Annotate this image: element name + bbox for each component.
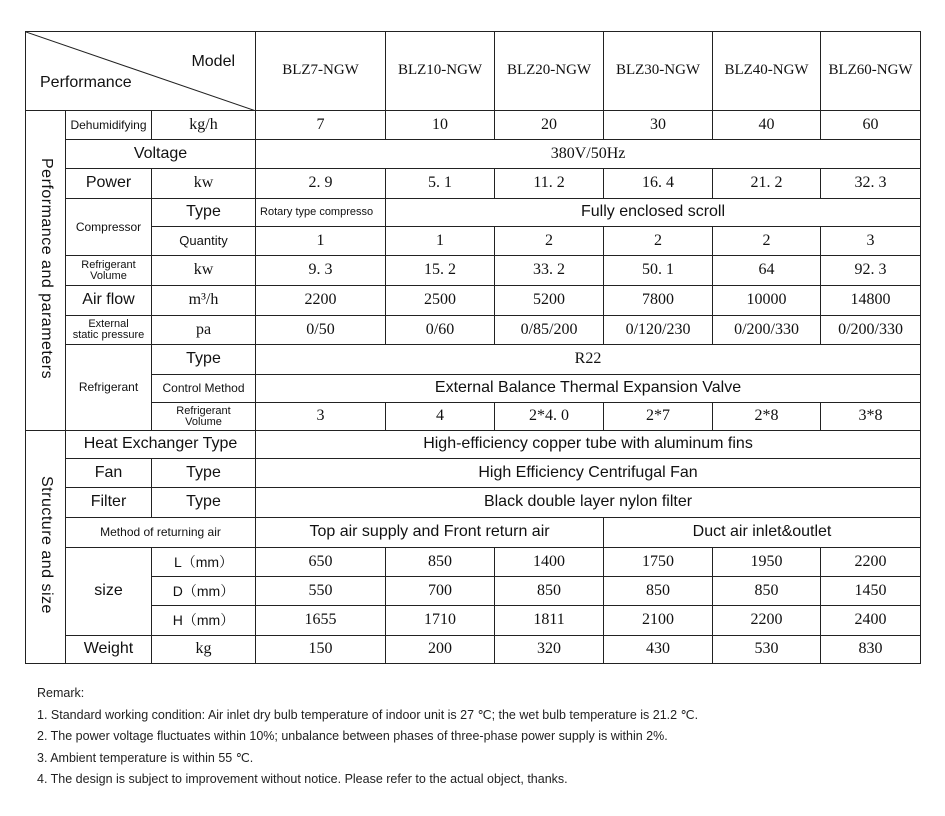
model-label: Model [191, 53, 236, 70]
cell-value: 15. 2 [386, 256, 495, 286]
row-label: Weight [66, 636, 152, 664]
row-sublabel: Quantity [152, 227, 256, 256]
cell-value: 850 [713, 577, 821, 606]
cell-value: 550 [256, 577, 386, 606]
cell-value-merged: Fully enclosed scroll [386, 199, 921, 227]
row-sublabel: H（mm） [152, 606, 256, 636]
cell-value: 200 [386, 636, 495, 664]
cell-value: 2 [604, 227, 713, 256]
group-performance-label: Performance and parameters [37, 157, 55, 379]
cell-value-merged: 380V/50Hz [256, 140, 921, 169]
cell-value: 850 [386, 548, 495, 577]
cell-value: 40 [713, 111, 821, 140]
remarks-title: Remark: [37, 686, 85, 700]
row-label: Refrigerant [66, 345, 152, 431]
cell-value: 5200 [495, 286, 604, 316]
row-power [26, 169, 921, 199]
cell-value: 0/60 [386, 316, 495, 345]
cell-value-merged: R22 [256, 345, 921, 375]
cell-value: 10000 [713, 286, 821, 316]
row-label: Fan [66, 459, 152, 488]
group-performance [26, 111, 66, 431]
cell-value: 1 [256, 227, 386, 256]
model-header: BLZ10-NGW [386, 32, 495, 111]
cell-value: 21. 2 [713, 169, 821, 199]
cell-value: 2200 [713, 606, 821, 636]
row-sublabel: Control Method [152, 375, 256, 403]
cell-value: 1750 [604, 548, 713, 577]
row-refrigerant-control [26, 375, 921, 403]
remarks-section [37, 683, 698, 791]
cell-value: 2500 [386, 286, 495, 316]
row-label [66, 316, 152, 345]
row-size-d [26, 577, 921, 606]
remark-item: 3. Ambient temperature is within 55 ℃. [37, 750, 254, 765]
row-label-line: Refrigerant [176, 404, 231, 417]
cell-value: 2. 9 [256, 169, 386, 199]
cell-value: 850 [495, 577, 604, 606]
cell-value: 32. 3 [821, 169, 921, 199]
row-label: Power [66, 169, 152, 199]
cell-value: 7800 [604, 286, 713, 316]
row-filter [26, 488, 921, 518]
cell-value: 3 [256, 403, 386, 431]
remark-item: 1. Standard working condition: Air inlet dry bulb temperature of indoor unit is 27 ℃; the wet bulb temperature is 21.2 ℃. [37, 707, 699, 722]
row-label: Air flow [66, 286, 152, 316]
cell-value: 1950 [713, 548, 821, 577]
row-label: Dehumidifying [66, 111, 152, 140]
cell-value-merged: Black double layer nylon filter [256, 488, 921, 518]
model-header: BLZ20-NGW [495, 32, 604, 111]
cell-value: 7 [256, 111, 386, 140]
row-sublabel: Type [152, 488, 256, 518]
cell-value: 9. 3 [256, 256, 386, 286]
row-refrigerant-charge [26, 403, 921, 431]
header-row [26, 32, 921, 111]
cell-value: 33. 2 [495, 256, 604, 286]
cell-value: 3*8 [821, 403, 921, 431]
model-header: BLZ40-NGW [713, 32, 821, 111]
row-label-line: Refrigerant [81, 258, 136, 271]
cell-value-merged: Top air supply and Front return air [256, 518, 604, 548]
cell-value: 430 [604, 636, 713, 664]
row-refrigerant-volume [26, 256, 921, 286]
cell-value: 700 [386, 577, 495, 606]
row-fan [26, 459, 921, 488]
cell-value: 830 [821, 636, 921, 664]
model-header: BLZ7-NGW [256, 32, 386, 111]
cell-value: 1655 [256, 606, 386, 636]
cell-value-merged: Duct air inlet&outlet [604, 518, 921, 548]
cell-value: 2400 [821, 606, 921, 636]
cell-value: 11. 2 [495, 169, 604, 199]
row-unit: pa [152, 316, 256, 345]
row-unit: kw [152, 256, 256, 286]
cell-value: 2200 [821, 548, 921, 577]
cell-value: 2*7 [604, 403, 713, 431]
header-corner-cell [26, 32, 256, 111]
row-sublabel: Type [152, 345, 256, 375]
remark-item: 4. The design is subject to improvement without notice. Please refer to the actual object, thanks. [37, 772, 568, 786]
cell-value: 0/120/230 [604, 316, 713, 345]
row-sublabel: Type [152, 199, 256, 227]
diagonal-line [26, 32, 256, 111]
cell-value: 16. 4 [604, 169, 713, 199]
cell-value: 92. 3 [821, 256, 921, 286]
cell-value: 320 [495, 636, 604, 664]
cell-value: 2200 [256, 286, 386, 316]
row-label [66, 256, 152, 286]
row-label-line: Volume [185, 415, 222, 428]
cell-value-merged: High-efficiency copper tube with aluminum fins [256, 431, 921, 459]
row-weight [26, 636, 921, 664]
row-static-pressure [26, 316, 921, 345]
cell-value: 0/200/330 [821, 316, 921, 345]
group-structure [26, 431, 66, 664]
cell-value: 2 [713, 227, 821, 256]
row-sublabel: D（mm） [152, 577, 256, 606]
row-label-line: static pressure [72, 329, 145, 341]
row-returning-air [26, 518, 921, 548]
cell-value: 60 [821, 111, 921, 140]
cell-value: 650 [256, 548, 386, 577]
row-unit: kg [152, 636, 256, 664]
row-label: Filter [66, 488, 152, 518]
performance-label: Performance [40, 74, 132, 92]
cell-value: 0/85/200 [495, 316, 604, 345]
cell-value: 150 [256, 636, 386, 664]
row-air-flow [26, 286, 921, 316]
cell-value: 2*8 [713, 403, 821, 431]
cell-value: 5. 1 [386, 169, 495, 199]
cell-value: 30 [604, 111, 713, 140]
spec-table [25, 31, 921, 664]
row-dehumidifying [26, 111, 921, 140]
cell-value: 20 [495, 111, 604, 140]
row-size-h [26, 606, 921, 636]
cell-value: 4 [386, 403, 495, 431]
row-size-l [26, 548, 921, 577]
row-label: Voltage [66, 140, 256, 169]
model-header: BLZ60-NGW [821, 32, 921, 111]
model-header: BLZ30-NGW [604, 32, 713, 111]
cell-value: 10 [386, 111, 495, 140]
row-unit: m³/h [152, 286, 256, 316]
row-label: Heat Exchanger Type [66, 431, 256, 459]
cell-value-merged: High Efficiency Centrifugal Fan [256, 459, 921, 488]
cell-value: 1450 [821, 577, 921, 606]
cell-value-merged: External Balance Thermal Expansion Valve [256, 375, 921, 403]
cell-value: 2*4. 0 [495, 403, 604, 431]
row-label: Method of returning air [66, 518, 256, 548]
remark-item: 2. The power voltage fluctuates within 10%; unbalance between phases of three-phase power supply is within 2%. [37, 729, 668, 743]
row-heat-exchanger [26, 431, 921, 459]
row-voltage [26, 140, 921, 169]
row-sublabel: L（mm） [152, 548, 256, 577]
cell-value: 850 [604, 577, 713, 606]
row-compressor-quantity [26, 227, 921, 256]
cell-value: 14800 [821, 286, 921, 316]
cell-value: 530 [713, 636, 821, 664]
cell-value: 1811 [495, 606, 604, 636]
cell-value: 50. 1 [604, 256, 713, 286]
row-unit: kw [152, 169, 256, 199]
cell-value: 2100 [604, 606, 713, 636]
cell-value: 1 [386, 227, 495, 256]
cell-value: 3 [821, 227, 921, 256]
row-label: Compressor [66, 199, 152, 256]
row-label-line: External [88, 318, 129, 330]
cell-value: 2 [495, 227, 604, 256]
cell-value: 64 [713, 256, 821, 286]
row-sublabel: Type [152, 459, 256, 488]
cell-value: 1710 [386, 606, 495, 636]
row-unit: kg/h [152, 111, 256, 140]
row-label-line: Volume [90, 269, 127, 282]
row-sublabel [152, 403, 256, 431]
cell-value: 1400 [495, 548, 604, 577]
cell-value: 0/50 [256, 316, 386, 345]
row-refrigerant-type [26, 345, 921, 375]
row-compressor-type [26, 199, 921, 227]
group-structure-label: Structure and size [37, 475, 55, 614]
row-label: size [66, 548, 152, 636]
cell-value: 0/200/330 [713, 316, 821, 345]
cell-value: Rotary type compresso [256, 199, 386, 227]
